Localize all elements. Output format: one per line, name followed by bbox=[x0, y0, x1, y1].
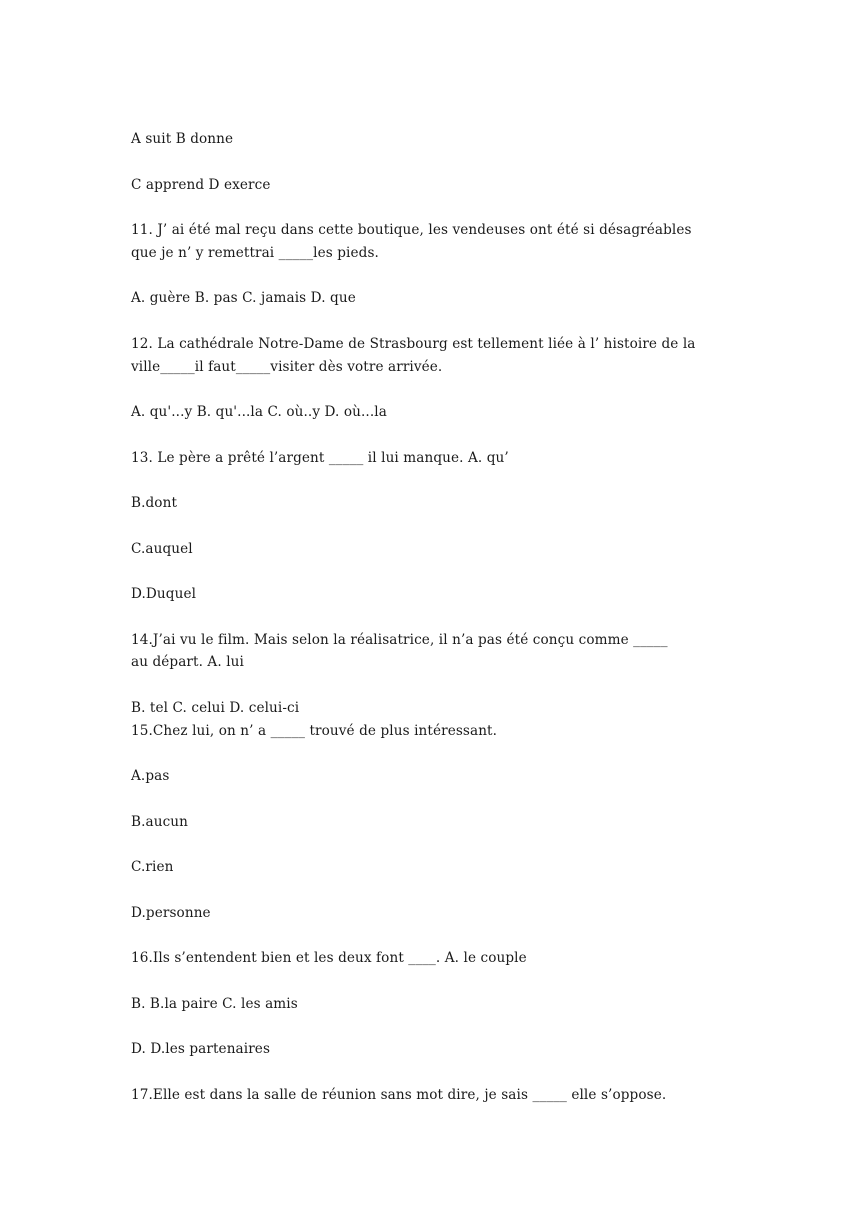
question-14-line-1: 14.J’ai vu le film. Mais selon la réalisatrice, il n’a pas été conçu comme _____ bbox=[131, 632, 668, 648]
options-16-b-c: B. B.la paire C. les amis bbox=[131, 996, 298, 1012]
options-14: B. tel C. celui D. celui-ci bbox=[131, 700, 300, 716]
question-15: 15.Chez lui, on n’ a _____ trouvé de plus intéressant. bbox=[131, 723, 498, 739]
option-13-c: C.auquel bbox=[131, 541, 193, 557]
options-line-10b: C apprend D exerce bbox=[131, 177, 271, 193]
question-12-line-2: ville_____il faut_____visiter dès votre arrivée. bbox=[131, 359, 443, 375]
question-17: 17.Elle est dans la salle de réunion sans mot dire, je sais _____ elle s’oppose. bbox=[131, 1087, 667, 1103]
question-11-line-2: que je n’ y remettrai _____les pieds. bbox=[131, 245, 379, 261]
option-16-d: D. D.les partenaires bbox=[131, 1041, 271, 1057]
options-line-10a: A suit B donne bbox=[131, 131, 234, 147]
question-16: 16.Ils s’entendent bien et les deux font ____. A. le couple bbox=[131, 950, 527, 966]
options-11: A. guère B. pas C. jamais D. que bbox=[131, 290, 356, 306]
option-15-d: D.personne bbox=[131, 905, 211, 921]
option-13-b: B.dont bbox=[131, 495, 178, 511]
question-11-line-1: 11. J’ ai été mal reçu dans cette boutique, les vendeuses ont été si désagréables bbox=[131, 222, 692, 238]
question-14-line-2: au départ. A. lui bbox=[131, 654, 244, 670]
option-15-c: C.rien bbox=[131, 859, 174, 875]
option-15-b: B.aucun bbox=[131, 814, 188, 830]
option-15-a: A.pas bbox=[131, 768, 170, 784]
question-13: 13. Le père a prêté l’argent _____ il lui manque. A. qu’ bbox=[131, 450, 509, 466]
options-12: A. qu'...y B. qu'...la C. où..y D. où...la bbox=[131, 404, 387, 420]
question-12-line-1: 12. La cathédrale Notre-Dame de Strasbourg est tellement liée à l’ histoire de la bbox=[131, 336, 696, 352]
option-13-d: D.Duquel bbox=[131, 586, 197, 602]
